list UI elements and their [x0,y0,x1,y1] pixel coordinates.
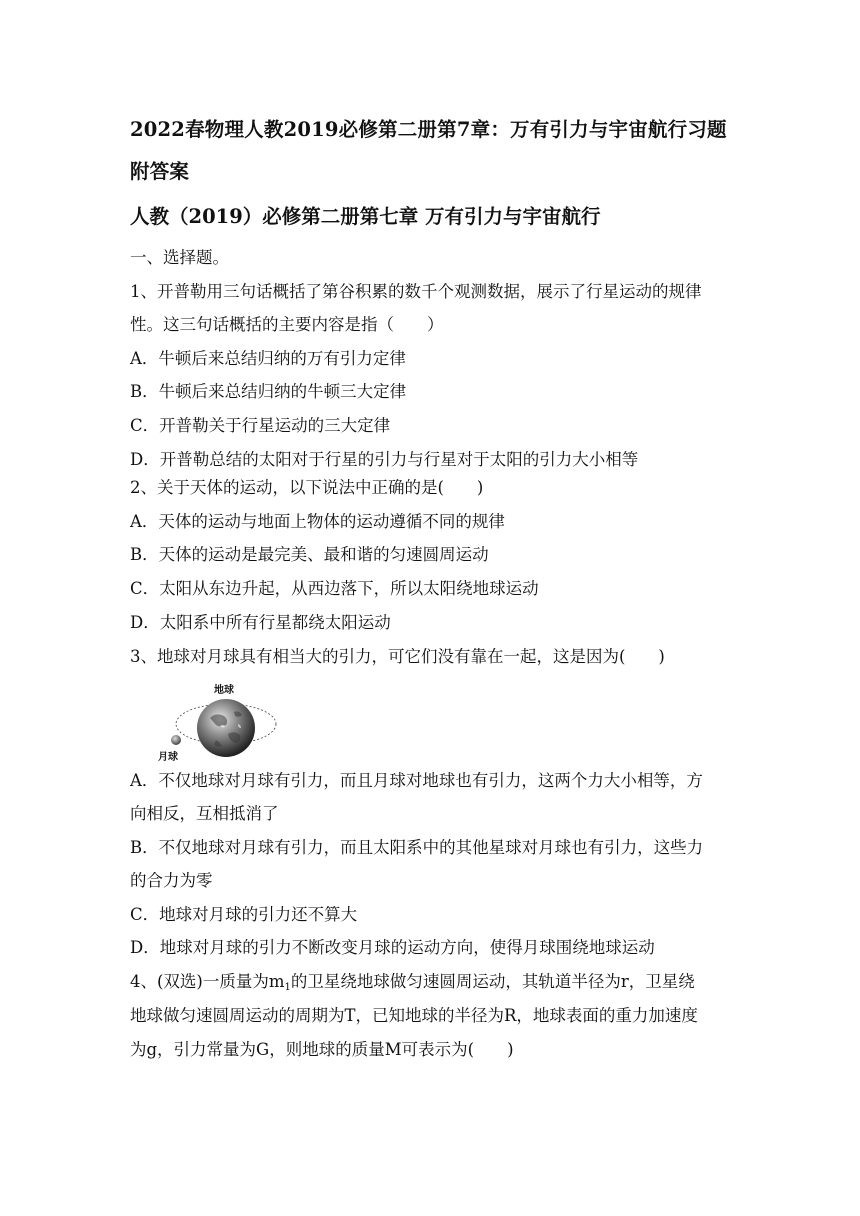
moon-label: 月球 [158,752,178,763]
q1-stem-line1: 1、开普勒用三句话概括了第谷积累的数千个观测数据，展示了行星运动的规律 [130,282,702,301]
q4-stem-line2: 地球做匀速圆周运动的周期为T，已知地球的半径为R，地球表面的重力加速度 [130,1006,698,1025]
q4-stem-line3: 为g，引力常量为G，则地球的质量M可表示为( ) [130,1040,514,1059]
moon-icon [171,735,181,745]
q1-stem-line2: 性。这三句话概括的主要内容是指（ ） [130,315,444,334]
q3-stem: 3、地球对月球具有相当大的引力，可它们没有靠在一起，这是因为( ) [130,647,665,666]
q3-option-a-line1: A．不仅地球对月球有引力，而且月球对地球也有引力，这两个力大小相等，方 [130,771,703,790]
earth-icon [197,699,255,757]
q1-option-c: C．开普勒关于行星运动的三大定律 [130,416,391,435]
q3-option-a-line2: 向相反，互相抵消了 [130,804,279,823]
q2-option-a: A．天体的运动与地面上物体的运动遵循不同的规律 [130,512,505,531]
q4-stem-line1-pre: 4、(双选)一质量为m [130,972,285,991]
q1-option-d: D．开普勒总结的太阳对于行星的引力与行星对于太阳的引力大小相等 [130,450,639,469]
q4-mass-subscript: 1 [284,982,291,993]
earth-moon-figure [158,682,283,764]
q3-option-b-line1: B．不仅地球对月球有引力，而且太阳系中的其他星球对月球也有引力，这些力 [130,838,704,857]
q2-option-b: B．天体的运动是最完美、最和谐的匀速圆周运动 [130,545,489,564]
q4-stem-line1-post: 的卫星绕地球做匀速圆周运动，其轨道半径为r，卫星绕 [290,972,695,991]
q4-stem-line1 [130,972,695,998]
earth-moon-diagram [158,682,283,764]
q3-option-d: D．地球对月球的引力不断改变月球的运动方向，使得月球围绕地球运动 [130,938,655,957]
q3-option-c: C．地球对月球的引力还不算大 [130,905,358,924]
q2-option-d: D．太阳系中所有行星都绕太阳运动 [130,613,391,632]
doc-subtitle: 人教（2019）必修第二册第七章 万有引力与宇宙航行 [130,205,601,228]
doc-title-line2: 附答案 [130,160,190,183]
doc-title-line1: 2022春物理人教2019必修第二册第7章：万有引力与宇宙航行习题 [130,118,727,141]
section-heading: 一、选择题。 [130,248,229,267]
q2-option-c: C．太阳从东边升起，从西边落下，所以太阳绕地球运动 [130,579,539,598]
earth-label: 地球 [214,685,234,696]
q1-option-b: B．牛顿后来总结归纳的牛顿三大定律 [130,382,407,401]
q1-option-a: A．牛顿后来总结归纳的万有引力定律 [130,349,406,368]
q3-option-b-line2: 的合力为零 [130,871,213,890]
q2-stem: 2、关于天体的运动，以下说法中正确的是( ) [130,478,484,497]
